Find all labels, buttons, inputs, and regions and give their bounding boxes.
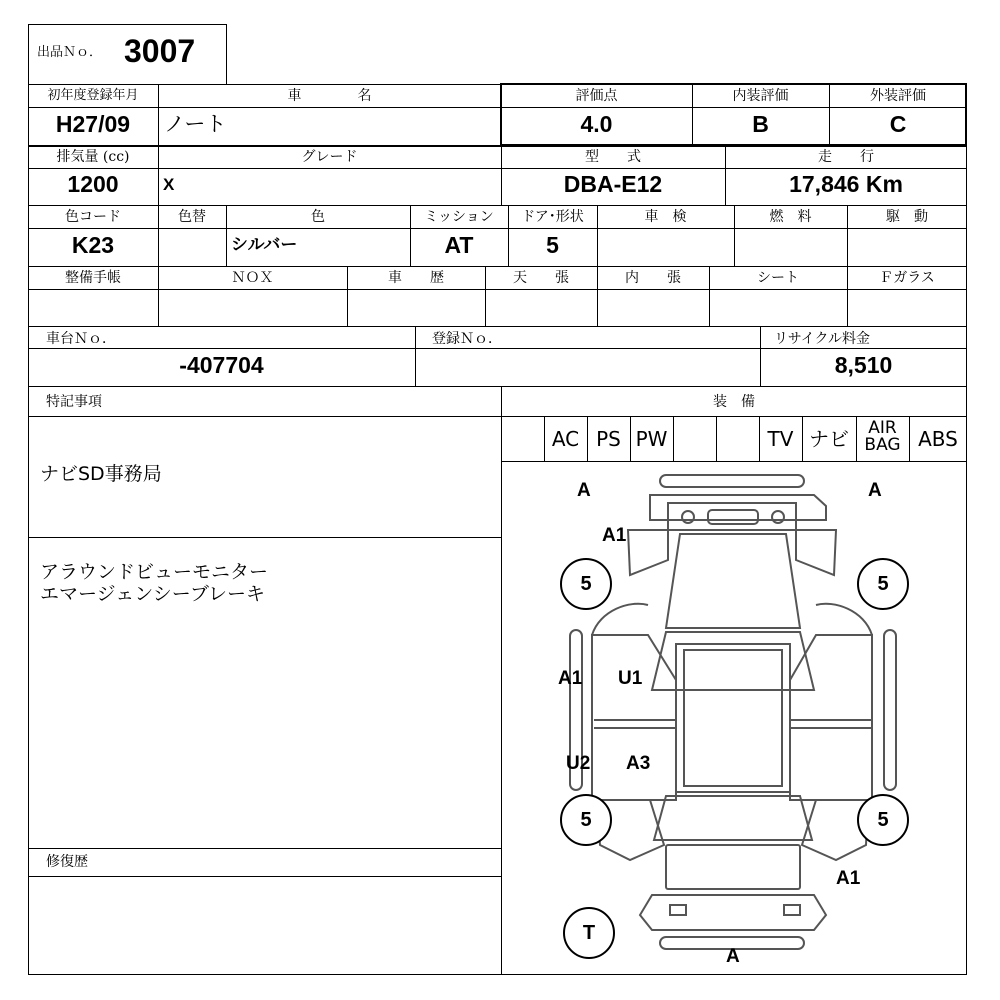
equipment-label: 装 備 (713, 394, 755, 410)
front-glass-label: Ｆガラス (879, 270, 935, 286)
equipment-abs: ABS (918, 427, 958, 451)
equipment-airbag: AIR BAG (864, 418, 901, 455)
equipment-ac: AC (551, 427, 580, 451)
tire-spare: T (563, 907, 615, 959)
seat-label: シート (757, 270, 799, 286)
tire-rear-left: 5 (560, 794, 612, 846)
mark-rear-left-door-lower: A3 (626, 753, 651, 774)
color-code-value: K23 (71, 232, 115, 258)
mileage-value: 17,846 Km (789, 171, 903, 197)
mark-hood-front-left: A1 (602, 525, 627, 546)
car-name-value: ノート (164, 112, 227, 136)
recycle-fee-value: 8,510 (834, 352, 893, 378)
listing-number-label: 出品Ｎｏ． (37, 45, 103, 60)
special-notes-label: 特記事項 (46, 394, 102, 410)
car-condition-diagram (502, 462, 966, 974)
door-shape-label: ドア･形状 (521, 209, 584, 225)
mark-rear-bumper: A (726, 946, 740, 967)
equipment-navi: ナビ (809, 427, 849, 451)
listing-number-value: 3007 (124, 33, 196, 69)
chassis-number-value: -407704 (179, 352, 264, 378)
car-name-label: 車 名 (287, 88, 372, 104)
score-label: 評価点 (575, 88, 618, 104)
repair-history-label: 修復歴 (46, 854, 88, 870)
exterior-grade-label: 外装評価 (870, 88, 926, 104)
fuel-label: 燃 料 (769, 209, 812, 225)
grade-value: X (163, 175, 175, 194)
mark-front-right-corner: A (868, 480, 882, 501)
chassis-number-label: 車台Ｎｏ． (46, 331, 116, 347)
interior-grade-value: B (752, 111, 769, 137)
model-code-value: DBA-E12 (563, 171, 663, 197)
tire-rear-right: 5 (857, 794, 909, 846)
exterior-grade-value: C (889, 111, 907, 137)
equipment-pw: PW (635, 427, 668, 451)
listing-number-box (28, 24, 227, 85)
mileage-label: 走 行 (818, 149, 874, 165)
equipment-ps: PS (596, 427, 621, 451)
equipment-blank-2 (673, 418, 716, 460)
displacement-value: 1200 (67, 171, 119, 197)
equipment-blank-3 (716, 418, 759, 460)
mark-front-left-door-lower: U1 (618, 668, 643, 689)
color-change-label: 色替 (178, 209, 206, 225)
interior-grade-label: 内装評価 (732, 88, 789, 104)
tire-front-left: 5 (560, 558, 612, 610)
mark-rear-right-quarter: A1 (836, 868, 861, 889)
transmission-value: AT (444, 232, 474, 258)
mark-front-left-corner: A (577, 480, 591, 501)
color-label: 色 (311, 209, 325, 225)
special-notes-text: ナビSD事務局 (40, 463, 162, 485)
equipment-tv: TV (767, 427, 794, 451)
transmission-label: ミッション (424, 209, 494, 225)
equipment-blank-1 (501, 418, 544, 460)
first-registration-value: H27/09 (55, 111, 131, 137)
recycle-fee-label: リサイクル料金 (774, 331, 871, 347)
maintenance-record-label: 整備手帳 (65, 270, 121, 286)
displacement-label: 排気量 (cc) (56, 149, 130, 165)
mark-front-left-door: A1 (558, 668, 583, 689)
grade-label: グレード (301, 149, 358, 165)
vehicle-history-label: 車 歴 (388, 270, 444, 286)
score-value: 4.0 (580, 111, 613, 137)
inspection-label: 車 検 (644, 209, 687, 225)
registration-number-label: 登録Ｎｏ． (432, 331, 502, 347)
door-shape-value: 5 (546, 232, 559, 258)
color-value: シルバー (231, 235, 298, 255)
headliner-label: 天 張 (513, 270, 569, 286)
model-code-label: 型 式 (585, 149, 641, 165)
interior-trim-label: 内 張 (625, 270, 681, 286)
color-code-label: 色コード (65, 209, 121, 225)
nox-label: ＮＯＸ (231, 270, 274, 286)
equipment-notes-text: アラウンドビューモニター エマージェンシーブレーキ (40, 561, 269, 605)
first-registration-label: 初年度登録年月 (47, 88, 139, 103)
mark-rear-left-door: U2 (566, 753, 591, 774)
tire-front-right: 5 (857, 558, 909, 610)
drive-label: 駆 動 (886, 209, 928, 225)
